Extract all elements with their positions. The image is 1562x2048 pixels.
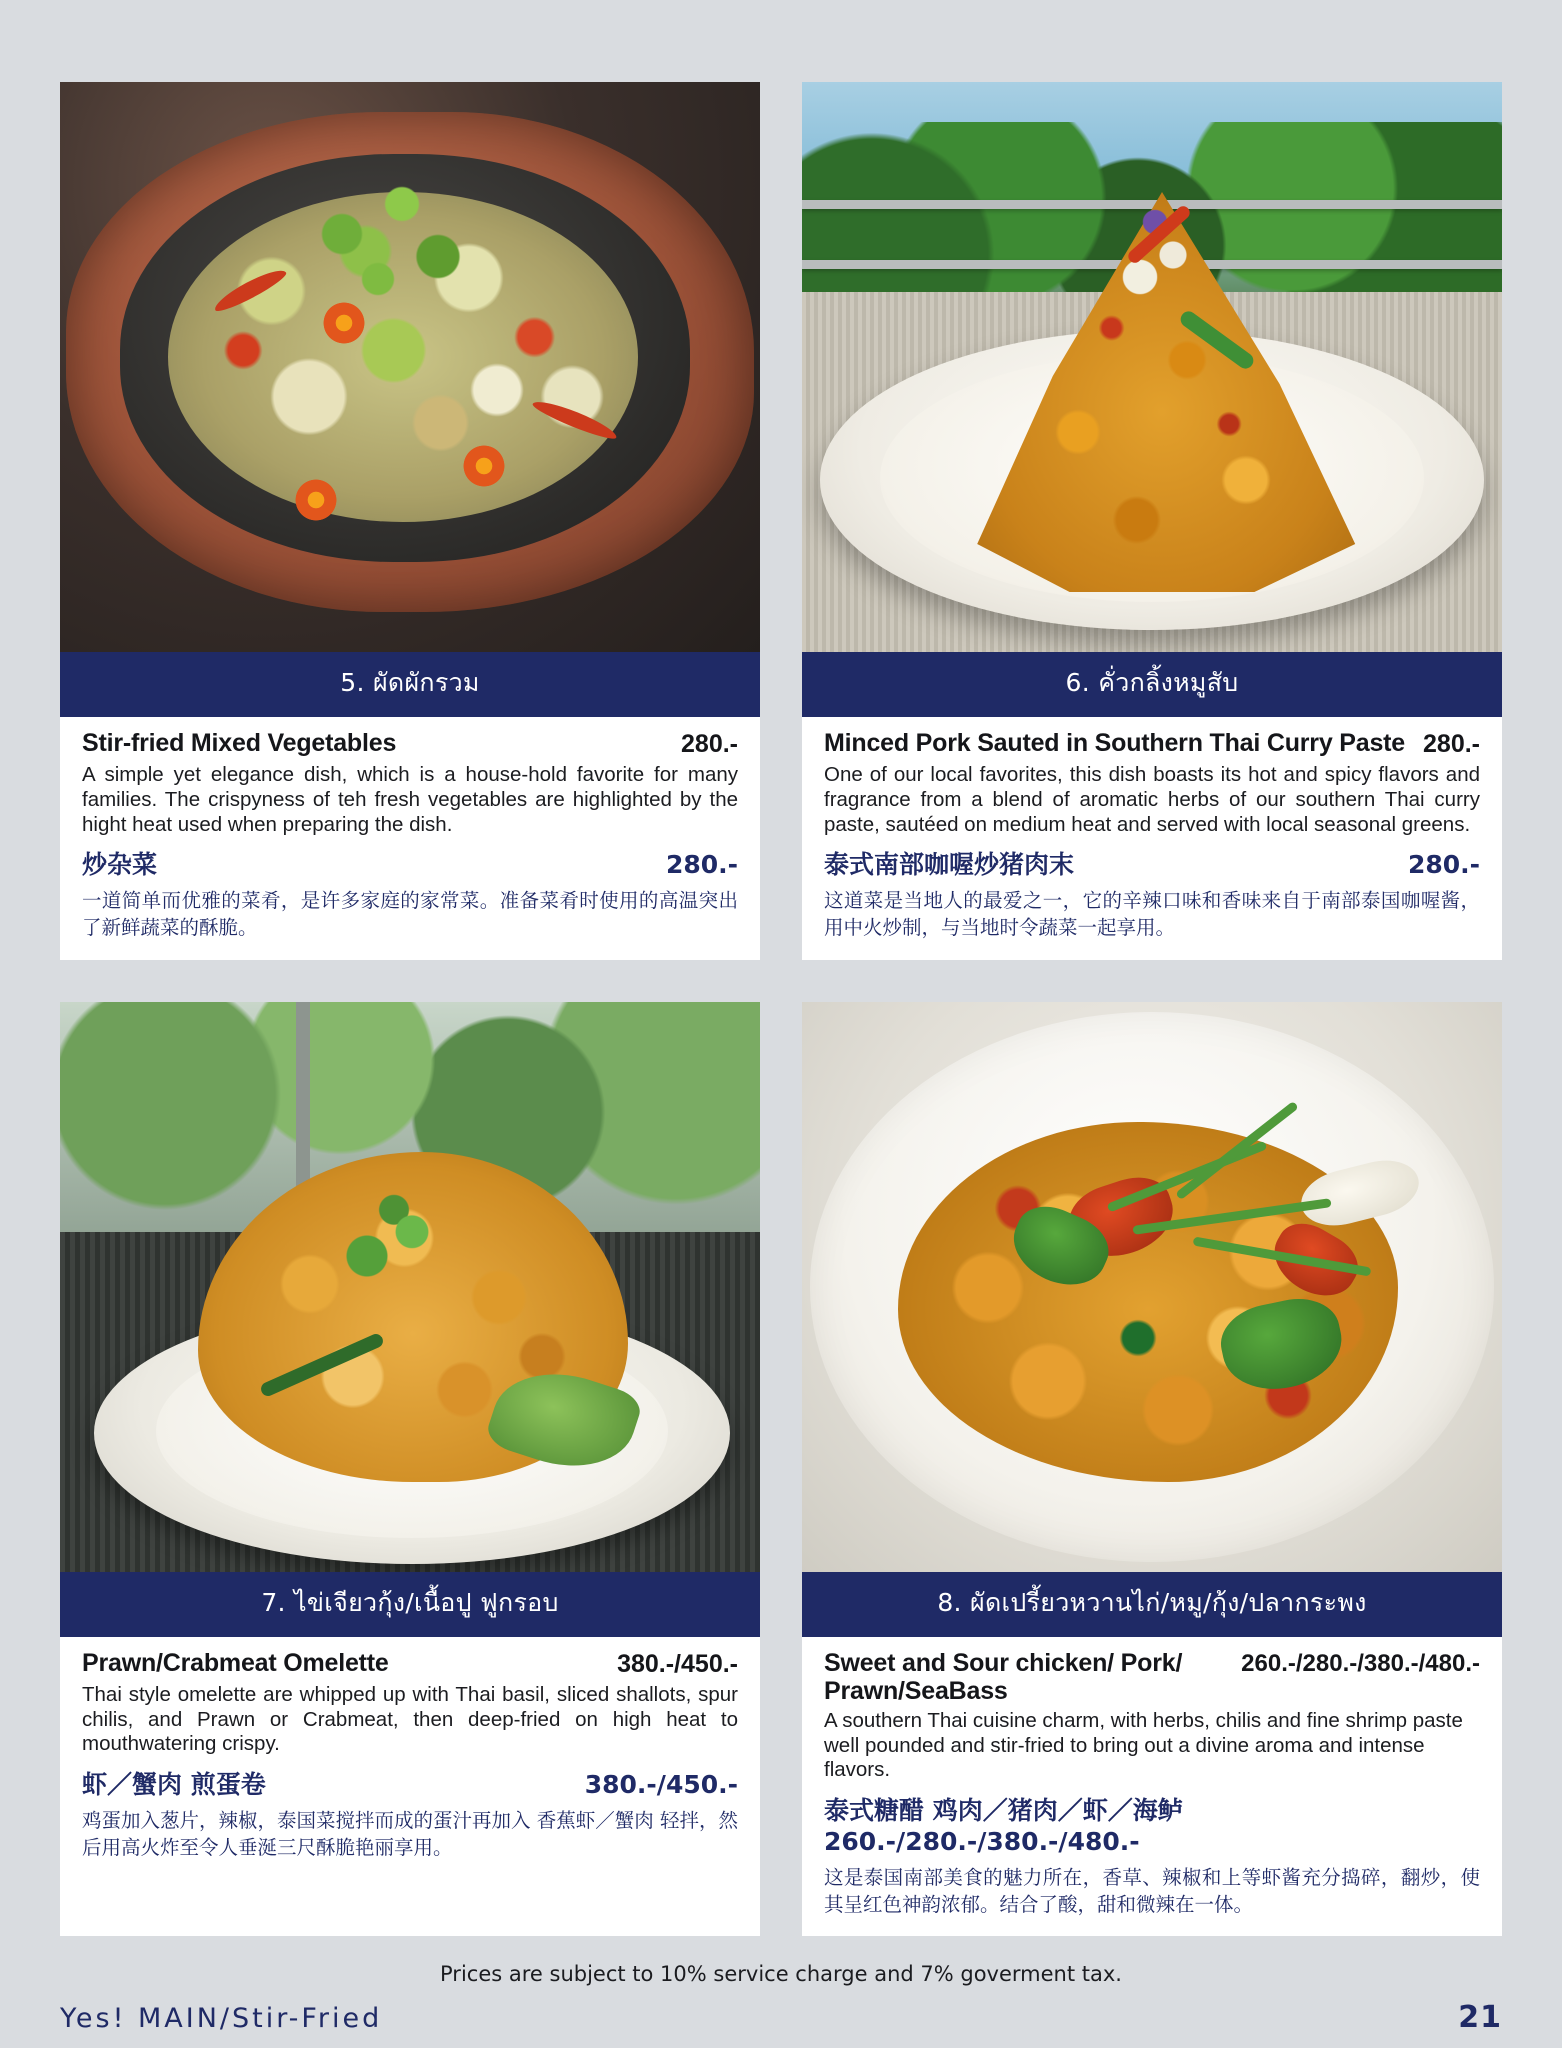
dish-price-en-6: 280.-: [1423, 730, 1480, 758]
dish-name-en-7: Prawn/Crabmeat Omelette: [82, 1648, 389, 1677]
dish-title-thai-7: 7. ไข่เจียวกุ้ง/เนื้อปู ฟูกรอบ: [60, 1572, 760, 1637]
menu-items-grid: [60, 82, 1502, 1936]
dish-desc-en-8: A southern Thai cuisine charm, with herbs, chilis and fine shrimp paste well pounded and stir-fried to bring out a divine aroma and intense flavors.: [824, 1708, 1463, 1782]
dish-body-5: [60, 717, 760, 960]
dish-desc-en-5: A simple yet elegance dish, which is a house-hold favorite for many families. The crispyness of teh fresh vegetables are highlighted by the hight heat used when preparing the dish.: [82, 763, 738, 836]
dish-title-thai-5: 5. ผัดผักรวม: [60, 652, 760, 717]
service-charge-note: Prices are subject to 10% service charge and 7% goverment tax.: [440, 1962, 1122, 1986]
dish-desc-cn-6: 这道菜是当地人的最爱之一，它的辛辣口味和香味来自于南部泰国咖喔酱，用中火炒制，与当地时令蔬菜一起享用。: [824, 889, 1480, 940]
dish-body-6: [802, 717, 1502, 960]
page-footer: [60, 2000, 1502, 2035]
dish-name-cn-7: 虾／蟹肉 煎蛋卷: [82, 1770, 266, 1800]
dish-price-en-7: 380.-/450.-: [617, 1649, 738, 1678]
dish-title-thai-6: 6. คั่วกลิ้งหมูสับ: [802, 652, 1502, 717]
dish-photo-8: [802, 1002, 1502, 1572]
dish-body-7: [60, 1637, 760, 1880]
dish-name-cn-5: 炒杂菜: [82, 850, 158, 880]
dish-name-en-6: Minced Pork Sauted in Southern Thai Curry Paste: [824, 729, 1405, 757]
dish-price-cn-7: 380.-/450.-: [584, 1770, 738, 1800]
page-number: 21: [1458, 2000, 1502, 2035]
dish-price-cn-6: 280.-: [1407, 850, 1480, 880]
menu-item-card-6: [802, 82, 1502, 960]
dish-body-8: [802, 1637, 1502, 1936]
dish-price-en-5: 280.-: [681, 730, 738, 758]
dish-photo-5: [60, 82, 760, 652]
footer-section-label: Yes! MAIN/Stir-Fried: [60, 2003, 383, 2034]
dish-name-cn-6: 泰式南部咖喔炒猪肉末: [824, 850, 1075, 880]
dish-desc-cn-8: 这是泰国南部美食的魅力所在，香草、辣椒和上等虾酱充分捣碎，翻炒，使其呈红色神韵浓郁。结合了酸，甜和微辣在一体。: [824, 1865, 1480, 1916]
dish-photo-6: [802, 82, 1502, 652]
dish-price-cn-5: 280.-: [665, 850, 738, 880]
dish-name-en-5: Stir-fried Mixed Vegetables: [82, 729, 397, 757]
dish-desc-en-6: One of our local favorites, this dish boasts its hot and spicy flavors and fragrance from a blend of aromatic herbs of our southern Thai curry paste, sautéed on medium heat and served with local seasonal greens.: [824, 763, 1480, 836]
dish-title-thai-8: 8. ผัดเปรี้ยวหวานไก่/หมู/กุ้ง/ปลากระพง: [802, 1572, 1502, 1637]
dish-name-cn-8: 泰式糖醋 鸡肉／猪肉／虾／海鲈: [824, 1796, 1183, 1826]
dish-desc-cn-7: 鸡蛋加入葱片，辣椒，泰国菜搅拌而成的蛋汁再加入 香蕉虾／蟹肉 轻拌，然后用高火炸至令人垂涎三尺酥脆艳丽享用。: [82, 1808, 738, 1860]
dish-price-cn-8: 260.-/280.-/380.-/480.-: [824, 1826, 1140, 1856]
menu-item-card-7: [60, 1002, 760, 1936]
dish-desc-en-7: Thai style omelette are whipped up with Thai basil, sliced shallots, spur chilis, and Prawn or Crabmeat, then deep-fried on high heat to mouthwatering crispy.: [82, 1682, 738, 1756]
menu-item-card-8: [802, 1002, 1502, 1936]
dish-name-en-8: Sweet and Sour chicken/ Pork/ Prawn/SeaBass: [824, 1648, 1183, 1705]
dish-price-en-8: 260.-/280.-/380.-/480.-: [1241, 1649, 1480, 1677]
menu-item-card-5: [60, 82, 760, 960]
dish-photo-7: [60, 1002, 760, 1572]
dish-desc-cn-5: 一道简单而优雅的菜肴，是许多家庭的家常菜。准备菜肴时使用的高温突出了新鲜蔬菜的酥脆。: [82, 889, 738, 940]
